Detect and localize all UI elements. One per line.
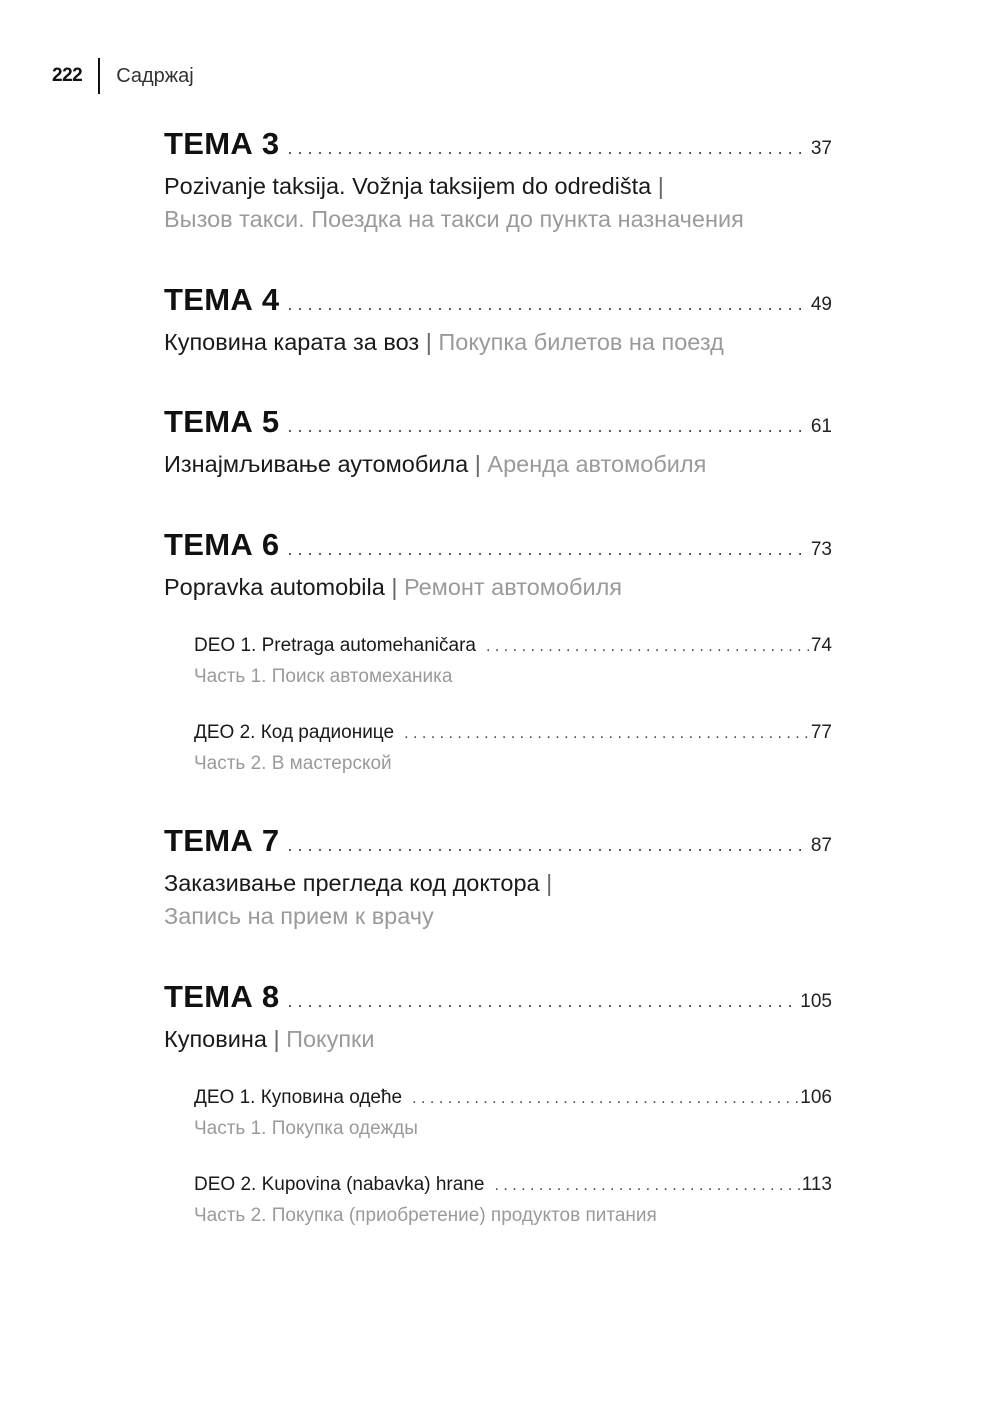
topic-title bbox=[164, 867, 832, 933]
dot-leader bbox=[287, 540, 808, 558]
part-heading-line bbox=[194, 1174, 832, 1202]
part-heading-line bbox=[194, 635, 832, 663]
topic-title bbox=[164, 326, 832, 359]
title-separator: | bbox=[546, 870, 553, 896]
part-label: DEO 1. Pretraga automehaničara bbox=[194, 635, 476, 656]
title-russian: Аренда автомобиля bbox=[487, 451, 707, 477]
toc-entry-topic-3[interactable] bbox=[164, 126, 832, 236]
toc-entry-part[interactable] bbox=[194, 1174, 832, 1230]
dot-leader bbox=[404, 726, 809, 742]
topic-label: ТЕМА 7 bbox=[164, 823, 280, 858]
toc-entry-topic-5[interactable] bbox=[164, 404, 832, 481]
topic-heading-line bbox=[164, 823, 832, 863]
toc-entry-part[interactable] bbox=[194, 1087, 832, 1143]
title-separator: | bbox=[391, 574, 398, 600]
topic-label: ТЕМА 6 bbox=[164, 527, 280, 562]
title-separator: | bbox=[657, 173, 664, 199]
title-serbian: Pozivanje taksija. Vožnja taksijem do odredišta bbox=[164, 173, 652, 199]
title-serbian: Popravka automobila bbox=[164, 574, 385, 600]
topic-label: ТЕМА 3 bbox=[164, 126, 280, 161]
part-label: DEO 2. Kupovina (nabavka) hrane bbox=[194, 1174, 485, 1195]
dot-leader bbox=[287, 417, 808, 435]
title-serbian: Изнајмљивање аутомобила bbox=[164, 451, 469, 477]
dot-leader bbox=[287, 836, 808, 854]
header-divider bbox=[98, 58, 100, 94]
topic-label: ТЕМА 8 bbox=[164, 979, 280, 1014]
part-title-russian: Часть 1. Поиск автомеханика bbox=[194, 666, 453, 687]
toc-entry-part[interactable] bbox=[194, 722, 832, 778]
topic-heading-line bbox=[164, 979, 832, 1019]
title-russian: Покупки bbox=[286, 1026, 375, 1052]
dot-leader bbox=[486, 639, 809, 655]
part-title-russian: Часть 2. В мастерской bbox=[194, 753, 392, 774]
title-serbian: Заказивање прегледа код доктора bbox=[164, 870, 540, 896]
part-heading-line bbox=[194, 1087, 832, 1115]
topic-heading-line bbox=[164, 527, 832, 567]
page-reference: 106 bbox=[800, 1087, 832, 1108]
page-reference: 105 bbox=[800, 991, 832, 1012]
page-reference: 74 bbox=[810, 635, 832, 656]
part-heading-line bbox=[194, 722, 832, 750]
page-reference: 113 bbox=[801, 1174, 832, 1195]
part-title-russian: Часть 2. Покупка (приобретение) продуктов питания bbox=[194, 1205, 657, 1226]
dot-leader bbox=[412, 1091, 798, 1107]
toc-entry-topic-6[interactable] bbox=[164, 527, 832, 604]
title-russian: Ремонт автомобиля bbox=[403, 574, 623, 600]
toc-entry-topic-4[interactable] bbox=[164, 282, 832, 359]
page-number: 222 bbox=[52, 65, 83, 86]
part-title-russian: Часть 1. Покупка одежды bbox=[194, 1118, 418, 1139]
toc-entry-part[interactable] bbox=[194, 635, 832, 691]
title-russian: Вызов такси. Поездка на такси до пункта назначения bbox=[164, 206, 744, 232]
topic-title bbox=[164, 448, 832, 481]
title-separator: | bbox=[273, 1026, 280, 1052]
dot-leader bbox=[287, 295, 808, 313]
page-reference: 61 bbox=[810, 416, 832, 437]
topic-heading-line bbox=[164, 126, 832, 166]
topic-title bbox=[164, 1023, 832, 1056]
topic-label: ТЕМА 5 bbox=[164, 404, 280, 439]
dot-leader bbox=[494, 1178, 799, 1194]
title-separator: | bbox=[425, 329, 432, 355]
dot-leader bbox=[287, 139, 808, 157]
dot-leader bbox=[287, 992, 798, 1010]
title-russian: Запись на прием к врачу bbox=[164, 903, 434, 929]
topic-title bbox=[164, 571, 832, 604]
topic-title bbox=[164, 170, 832, 236]
part-label: ДЕО 1. Куповина одеће bbox=[194, 1087, 403, 1108]
topic-heading-line bbox=[164, 404, 832, 444]
running-head bbox=[52, 58, 194, 94]
section-name: Садржај bbox=[116, 64, 194, 87]
page-reference: 49 bbox=[810, 294, 832, 315]
topic-label: ТЕМА 4 bbox=[164, 282, 280, 317]
toc-entry-topic-8[interactable] bbox=[164, 979, 832, 1056]
page-reference: 73 bbox=[810, 539, 832, 560]
topic-heading-line bbox=[164, 282, 832, 322]
page-reference: 37 bbox=[810, 138, 832, 159]
toc-entry-topic-7[interactable] bbox=[164, 823, 832, 933]
title-serbian: Куповина bbox=[164, 1026, 267, 1052]
part-label: ДЕО 2. Код радионице bbox=[194, 722, 395, 743]
title-separator: | bbox=[474, 451, 481, 477]
page-reference: 77 bbox=[810, 722, 832, 743]
page-reference: 87 bbox=[810, 835, 832, 856]
title-serbian: Куповина карата за воз bbox=[164, 329, 420, 355]
title-russian: Покупка билетов на поезд bbox=[438, 329, 724, 355]
